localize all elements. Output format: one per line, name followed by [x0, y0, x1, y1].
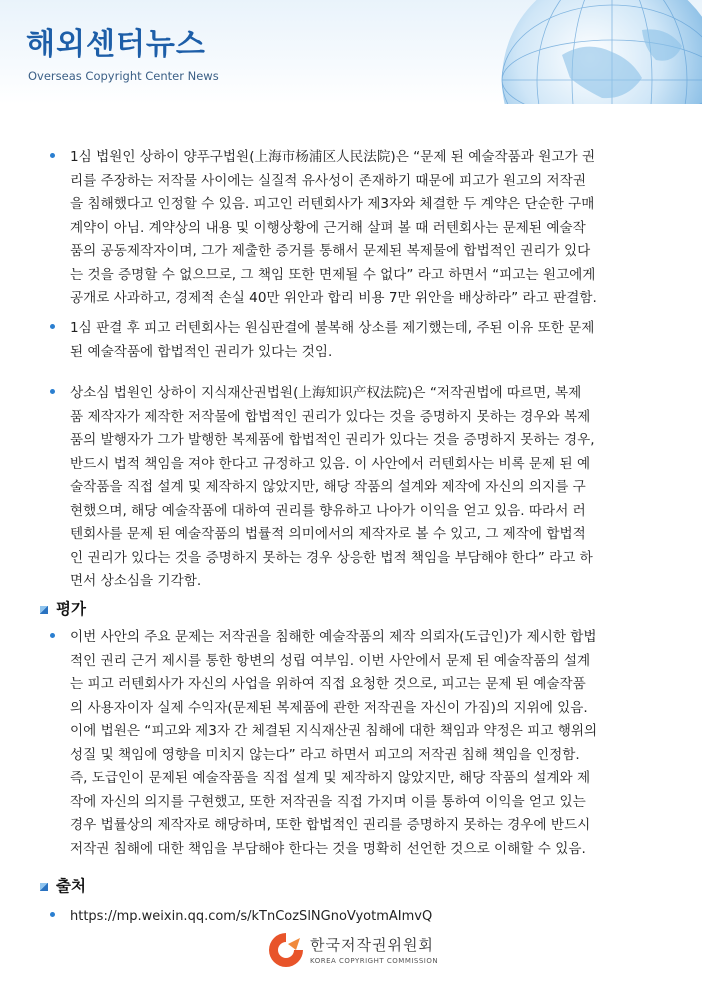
text-line: 품의 발행자가 그가 발행한 복제품에 합법적인 권리가 있다는 것을 증명하지 못하는 경우,: [70, 432, 595, 448]
paragraph: [70, 146, 660, 311]
section-heading-label: 출처: [56, 877, 86, 895]
paragraph: [70, 626, 660, 861]
text-line: 경우 법률상의 제작자로 해당하며, 또한 합법적인 권리를 증명하지 못하는 경우에 반드시: [70, 817, 591, 833]
page-subtitle: Overseas Copyright Center News: [28, 69, 219, 83]
list-item: [50, 626, 660, 861]
footer-logo: [266, 930, 466, 972]
text-line: 계약이 아님. 계약상의 내용 및 이행상황에 근거해 살펴 볼 때 러텐회사는 문제된 예술작: [70, 219, 586, 236]
section-heading-source: [40, 874, 86, 896]
text-line: 작에 자신의 의지를 구현했고, 또한 저작권을 직접 가지며 이를 통하여 이익을 얻고 있는: [70, 793, 586, 810]
section-heading-evaluation: [40, 597, 86, 619]
section-marker-icon: [40, 606, 48, 614]
paragraph: [70, 317, 660, 364]
list-item: [50, 317, 660, 364]
text-line: 1심 법원인 상하이 양푸구법원(上海市杨浦区人民法院)은 “문제 된 예술작품과 원고가 권: [70, 149, 596, 165]
text-line: 품의 공동제작자이며, 그가 제출한 증거를 통해서 문제된 복제물에 합법적인 권리가 있다: [70, 243, 591, 259]
text-line: 1심 판결 후 피고 러텐회사는 원심판결에 불복해 상소를 제기했는데, 주된 이유 또한 문제: [70, 320, 595, 336]
text-line: 상소심 법원인 상하이 지식재산권법원(上海知识产权法院)은 “저작권법에 따르면, 복제: [70, 385, 582, 401]
text-line: 적인 권리 근거 제시를 통한 항변의 성립 여부임. 이번 사안에서 문제 된 예술작품의 설계: [70, 652, 591, 669]
text-line: 인 권리가 있다는 것을 증명하지 못하는 경우 상응한 법적 책임을 부담해야 한다” 라고 하: [70, 549, 593, 566]
section-marker-icon: [40, 883, 48, 891]
text-line: 의 사용자이자 실제 수익자(문제된 복제품에 관한 저작권을 자신이 가짐)의 지위에 있음.: [70, 699, 588, 716]
org-name-korean: 한국저작권위원회: [310, 936, 434, 954]
text-line: 성질 및 책임에 영향을 미치지 않는다” 라고 하면서 피고의 저작권 침해 책임을 인정함.: [70, 746, 580, 763]
source-link[interactable]: https://mp.weixin.qq.com/s/kTnCozSlNGnoVyotmAImvQ: [70, 909, 433, 924]
globe-icon: [492, 0, 702, 104]
text-line: 술작품을 직접 설계 및 제작하지 않았지만, 해당 작품의 설계와 제작에 자신의 의지를 구: [70, 479, 586, 495]
text-line: 즉, 도급인이 문제된 예술작품을 직접 설계 및 제작하지 않았지만, 해당 작품의 설계와 제: [70, 770, 591, 786]
text-line: 반드시 법적 책임을 져야 한다고 규정하고 있음. 이 사안에서 러텐회사는 비록 문제 된 예: [70, 455, 591, 472]
text-line: 는 것을 증명할 수 없으므로, 그 책임 또한 면제될 수 없다” 라고 하면서 “피고는 원고에게: [70, 266, 596, 283]
paragraph: [70, 382, 660, 594]
bullet-icon: [50, 153, 55, 158]
page-title: 해외센터뉴스: [26, 27, 206, 62]
list-item: [50, 146, 660, 311]
commission-logo-icon: [266, 930, 306, 970]
text-line: 현했으며, 해당 예술작품에 대하여 권리를 향유하고 나아가 이익을 얻고 있음. 따라서 러: [70, 502, 586, 519]
text-line: 는 피고 러텐회사가 자신의 사업을 위하여 직접 요청한 것으로, 피고는 문제 된 예술작품: [70, 676, 586, 692]
text-line: 을 침해했다고 인정할 수 있음. 피고인 러텐회사가 제3자와 체결한 두 계약은 단순한 구매: [70, 196, 595, 212]
bullet-icon: [50, 633, 55, 638]
list-item: [50, 905, 660, 929]
text-line: 품 제작자가 제작한 저작물에 합법적인 권리가 있다는 것을 증명하지 못하는 경우와 복제: [70, 408, 591, 425]
text-line: 저작권 침해에 대한 책임을 부담해야 한다는 것을 명확히 선언한 것으로 이해할 수 있음.: [70, 840, 586, 857]
text-line: 면서 상소심을 기각함.: [70, 573, 202, 589]
text-line: 이번 사안의 주요 문제는 저작권을 침해한 예술작품의 제작 의뢰자(도급인)가 제시한 합법: [70, 629, 597, 645]
page-header: [0, 0, 702, 104]
text-line: 텐회사를 문제 된 예술작품의 법률적 의미에서의 제작자로 볼 수 있고, 그 제작에 합법적: [70, 526, 586, 542]
text-line: 공개로 사과하고, 경제적 손실 40만 위안과 합리 비용 7만 위안을 배상하라” 라고 판결함.: [70, 290, 597, 306]
bullet-icon: [50, 389, 55, 394]
text-line: 이에 법원은 “피고와 제3자 간 체결된 지식재산권 침해에 대한 책임과 약정은 피고 행위의: [70, 723, 598, 739]
section-heading-label: 평가: [56, 600, 86, 618]
bullet-icon: [50, 324, 55, 329]
text-line: 된 예술작품에 합법적인 권리가 있다는 것임.: [70, 343, 333, 360]
list-item: [50, 382, 660, 594]
bullet-icon: [50, 912, 55, 917]
text-line: 리를 주장하는 저작물 사이에는 실질적 유사성이 존재하기 때문에 피고가 원고의 저작권: [70, 172, 586, 189]
org-name-english: KOREA COPYRIGHT COMMISSION: [310, 957, 439, 965]
